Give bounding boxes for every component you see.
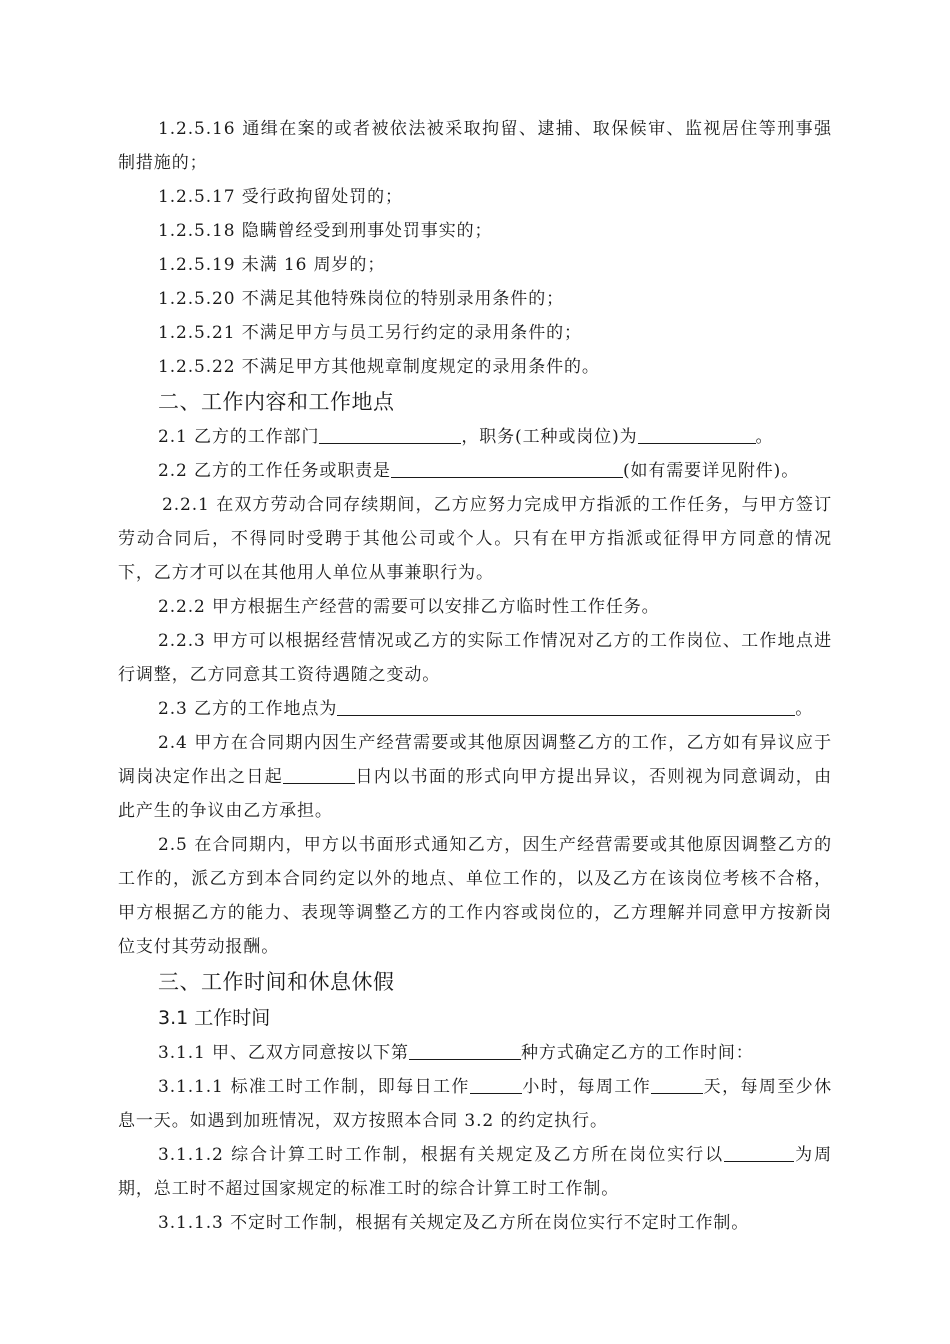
objection-days-blank[interactable]	[283, 767, 355, 784]
clause-2-1	[118, 420, 832, 454]
clause-2-3-text-b: 。	[795, 699, 814, 719]
clause-3-1-1	[118, 1036, 832, 1070]
clause-3-1-1-2-text-a: 3.1.1.2 综合计算工时工作制，根据有关规定及乙方所在岗位实行以	[158, 1145, 725, 1165]
clause-2-2	[118, 454, 832, 488]
clause-1-2-5-22: 1.2.5.22 不满足甲方其他规章制度规定的录用条件的。	[158, 357, 600, 377]
clause-2-3	[118, 692, 832, 726]
clause-3-1-1-3: 3.1.1.3 不定时工作制，根据有关规定及乙方所在岗位实行不定时工作制。	[158, 1213, 750, 1233]
clause-3-1-1-text-b: 种方式确定乙方的工作时间：	[520, 1043, 754, 1063]
daily-hours-blank[interactable]	[470, 1077, 522, 1094]
clause-2-2-2: 2.2.2 甲方根据生产经营的需要可以安排乙方临时性工作任务。	[158, 597, 660, 617]
weekly-days-blank[interactable]	[651, 1077, 703, 1094]
clause-2-2-text-a: 2.2 乙方的工作任务或职责是	[158, 461, 391, 481]
clause-2-1-text-b: ，职务(工种或岗位)为	[461, 427, 638, 447]
clause-1-2-5-19: 1.2.5.19 未满 16 周岁的；	[158, 255, 386, 275]
clause-3-1-1-2-text-b: 为周期，总工时不超过国家规定的标准工时的综合计算工时工作制。	[118, 1145, 832, 1199]
clause-2-2-1: 2.2.1 在双方劳动合同存续期间，乙方应努力完成甲方指派的工作任务，与甲方签订劳动合同后，不得同时受聘于其他公司或个人。只有在甲方指派或征得甲方同意的情况下，乙方才可以在其他用人单位从事兼职行为。	[118, 495, 832, 583]
clause-2-1-text-a: 2.1 乙方的工作部门	[158, 427, 320, 447]
clause-3-1-1-text-a: 3.1.1 甲、乙双方同意按以下第	[158, 1043, 409, 1063]
department-blank[interactable]	[319, 427, 461, 444]
document-body	[118, 112, 832, 1240]
clause-3-1-1-1-text-c: 天，每周至少休息一天。如遇到加班情况，双方按照本合同 3.2 的约定执行。	[118, 1077, 832, 1131]
clause-3-1-1-1	[118, 1070, 832, 1138]
section-2-heading: 二、工作内容和工作地点	[158, 390, 395, 414]
section-3-heading: 三、工作时间和休息休假	[158, 970, 395, 994]
clause-2-2-3: 2.2.3 甲方可以根据经营情况或乙方的实际工作情况对乙方的工作岗位、工作地点进行调整，乙方同意其工资待遇随之变动。	[118, 631, 832, 685]
period-blank[interactable]	[724, 1145, 794, 1162]
work-location-blank[interactable]	[337, 699, 795, 716]
clause-2-3-text-a: 2.3 乙方的工作地点为	[158, 699, 338, 719]
clause-2-1-text-c: 。	[755, 427, 774, 447]
clause-1-2-5-20: 1.2.5.20 不满足其他特殊岗位的特别录用条件的；	[158, 289, 564, 309]
clause-2-2-text-b: (如有需要详见附件)。	[622, 461, 800, 481]
clause-1-2-5-17: 1.2.5.17 受行政拘留处罚的；	[158, 187, 403, 207]
clause-3-1-1-1-text-a: 3.1.1.1 标准工时工作制，即每日工作	[158, 1077, 470, 1097]
clause-2-4-text-b: 日内以书面的形式向甲方提出异议，否则视为同意调动，由此产生的争议由乙方承担。	[118, 767, 832, 821]
clause-1-2-5-16: 1.2.5.16 通缉在案的或者被依法被采取拘留、逮捕、取保候审、监视居住等刑事强制措施的；	[118, 119, 832, 173]
clause-1-2-5-18: 1.2.5.18 隐瞒曾经受到刑事处罚事实的；	[158, 221, 493, 241]
clause-1-2-5-21: 1.2.5.21 不满足甲方与员工另行约定的录用条件的；	[158, 323, 582, 343]
work-time-option-blank[interactable]	[409, 1043, 521, 1060]
clause-3-1-1-1-text-b: 小时，每周工作	[521, 1077, 652, 1097]
clause-2-5: 2.5 在合同期内，甲方以书面形式通知乙方，因生产经营需要或其他原因调整乙方的工作的，派乙方到本合同约定以外的地点、单位工作的，以及乙方在该岗位考核不合格，甲方根据乙方的能力、表现等调整乙方的工作内容或岗位的，乙方理解并同意甲方按新岗位支付其劳动报酬。	[118, 835, 832, 957]
duties-blank[interactable]	[391, 461, 623, 478]
clause-2-4-text-a: 2.4 甲方在合同期内因生产经营需要或其他原因调整乙方的工作，乙方如有异议应于调岗决定作出之日起	[118, 733, 832, 787]
clause-2-4	[118, 726, 832, 828]
position-blank[interactable]	[638, 427, 756, 444]
clause-3-1-1-2	[118, 1138, 832, 1206]
section-3-1-heading: 3.1 工作时间	[158, 1007, 271, 1029]
